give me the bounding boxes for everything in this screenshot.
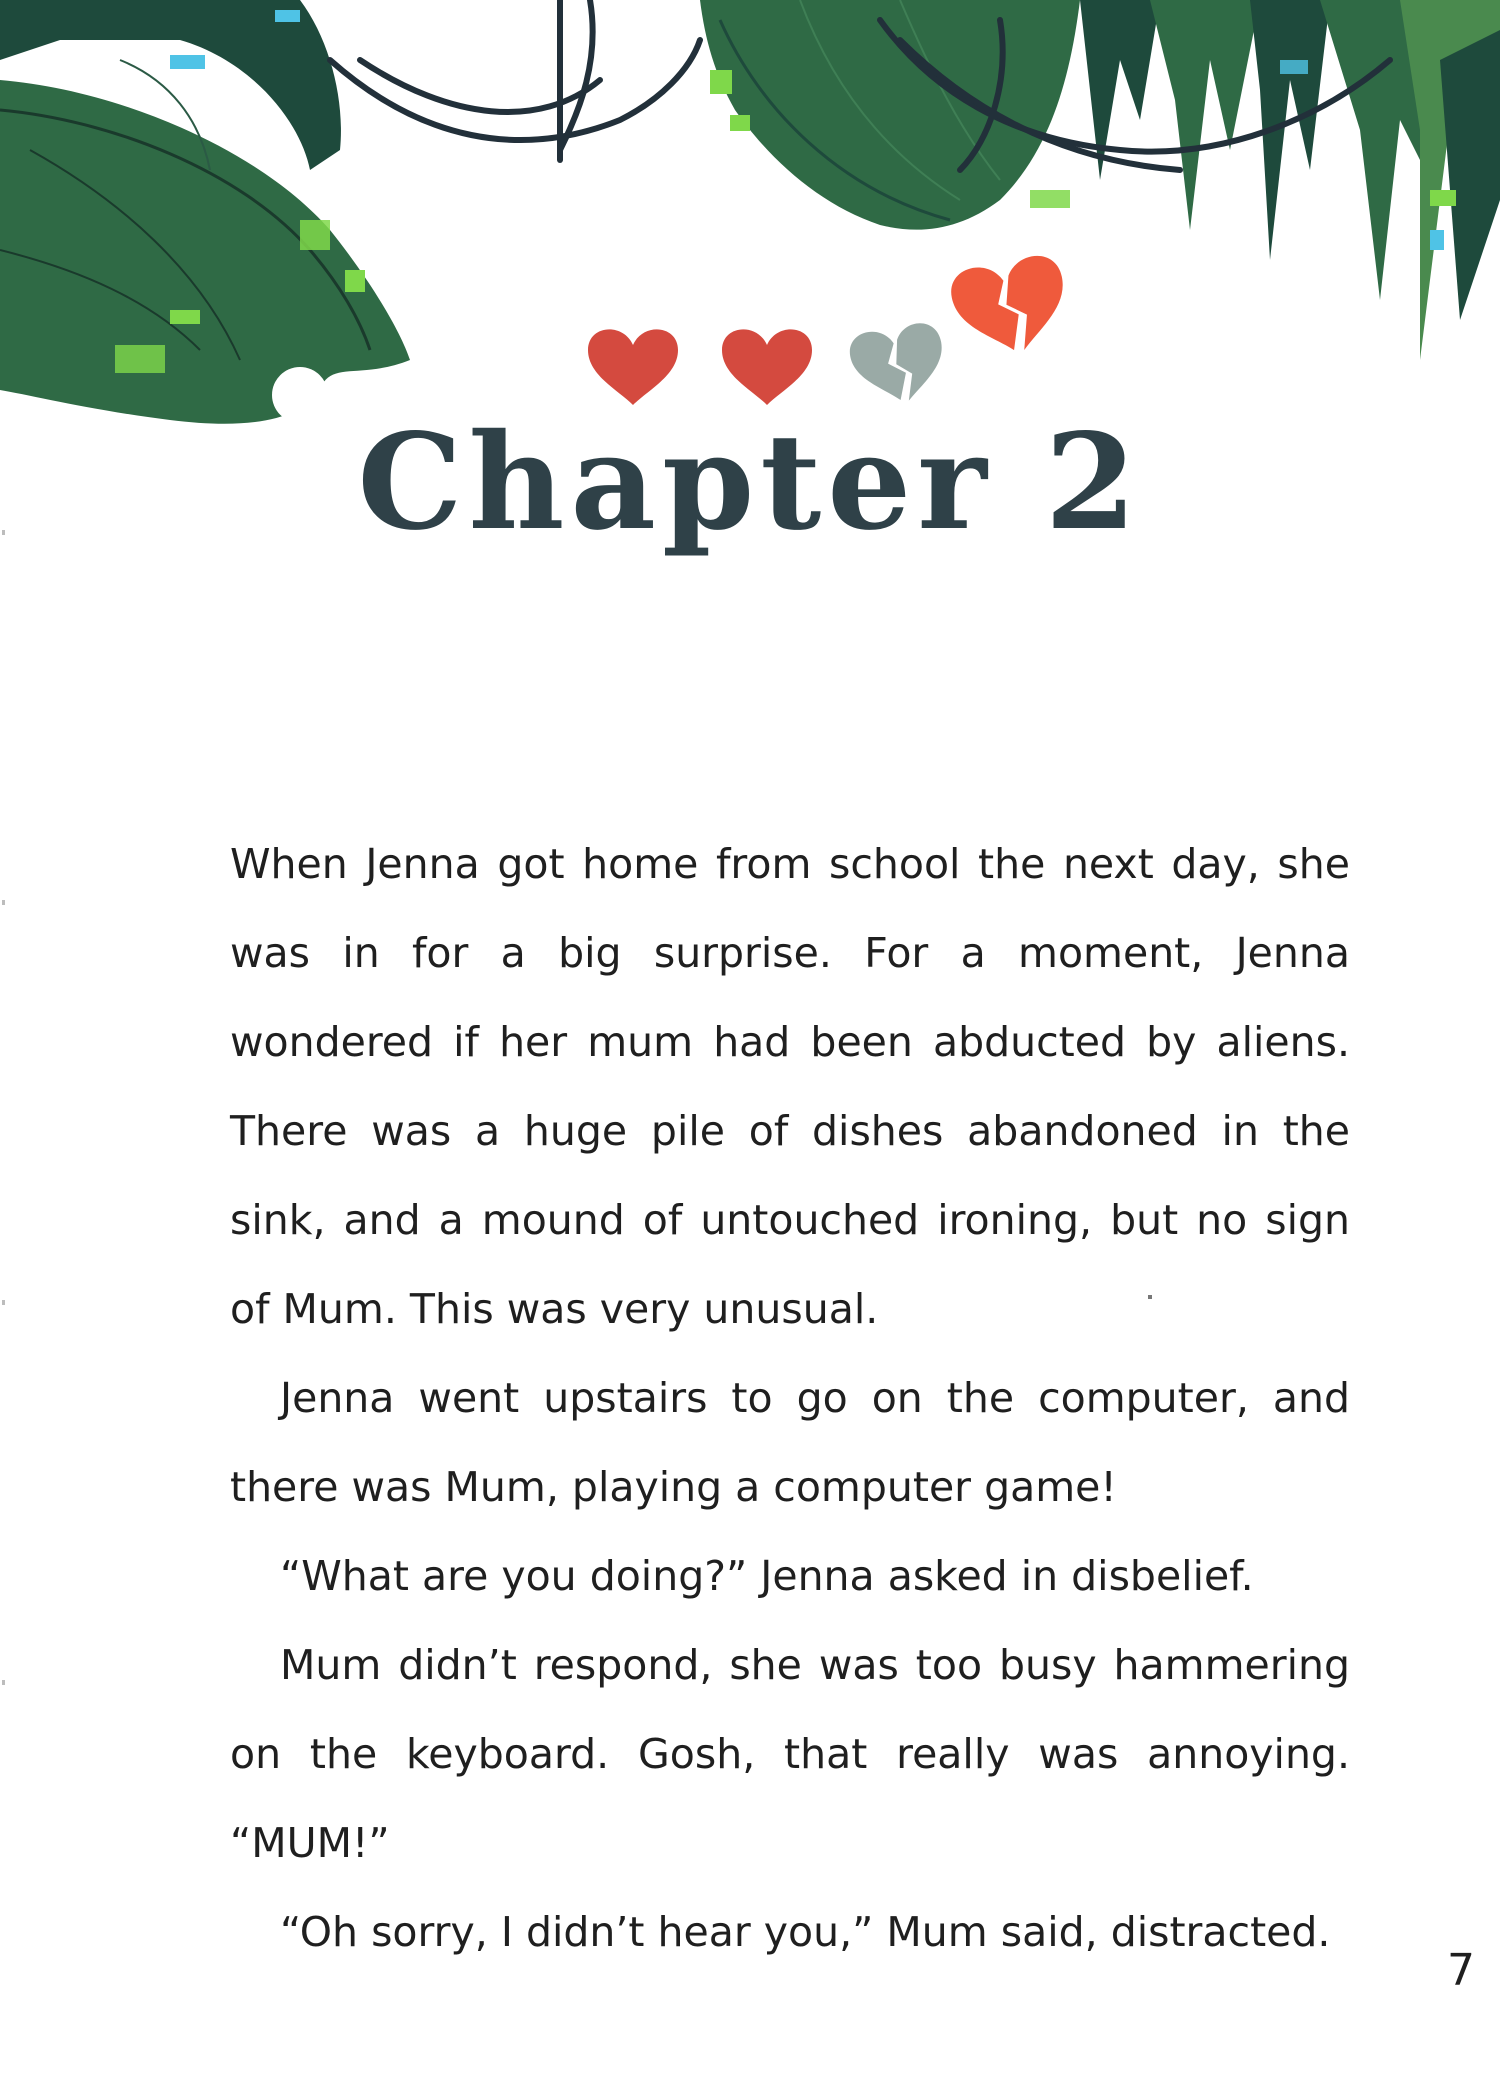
- broken-heart-icon: [847, 320, 951, 409]
- scan-speck: [2, 900, 5, 905]
- paragraph: When Jenna got home from school the next day, she was in for a big surprise. For a moment, Jenna wondered if her mum had been abducted by aliens. There was a huge pile of dishes abandoned in the sink, and a mound of untouched ironing, but no sign of Mum. This was very unusual.: [230, 840, 1350, 1333]
- story-text: [230, 820, 1350, 1977]
- paragraph: “Oh sorry, I didn’t hear you,” Mum said, distracted.: [280, 1908, 1331, 1956]
- paragraph: Mum didn’t respond, she was too busy hammering on the keyboard. Gosh, that really was annoying. “MUM!”: [230, 1641, 1350, 1867]
- scan-speck: [2, 1300, 5, 1305]
- leaf-icon: [1080, 0, 1500, 360]
- chapter-title: Chapter 2: [357, 405, 1143, 560]
- scan-speck: [1148, 1295, 1152, 1299]
- heart-icon: [722, 329, 812, 405]
- broken-heart-icon: [947, 250, 1075, 362]
- heart-icon: [588, 329, 678, 405]
- page-number: 7: [1447, 1945, 1475, 1996]
- paragraph: “What are you doing?” Jenna asked in disbelief.: [280, 1552, 1254, 1600]
- paragraph: Jenna went upstairs to go on the computer, and there was Mum, playing a computer game!: [230, 1374, 1350, 1511]
- scan-speck: [2, 530, 5, 535]
- scan-speck: [2, 1680, 5, 1685]
